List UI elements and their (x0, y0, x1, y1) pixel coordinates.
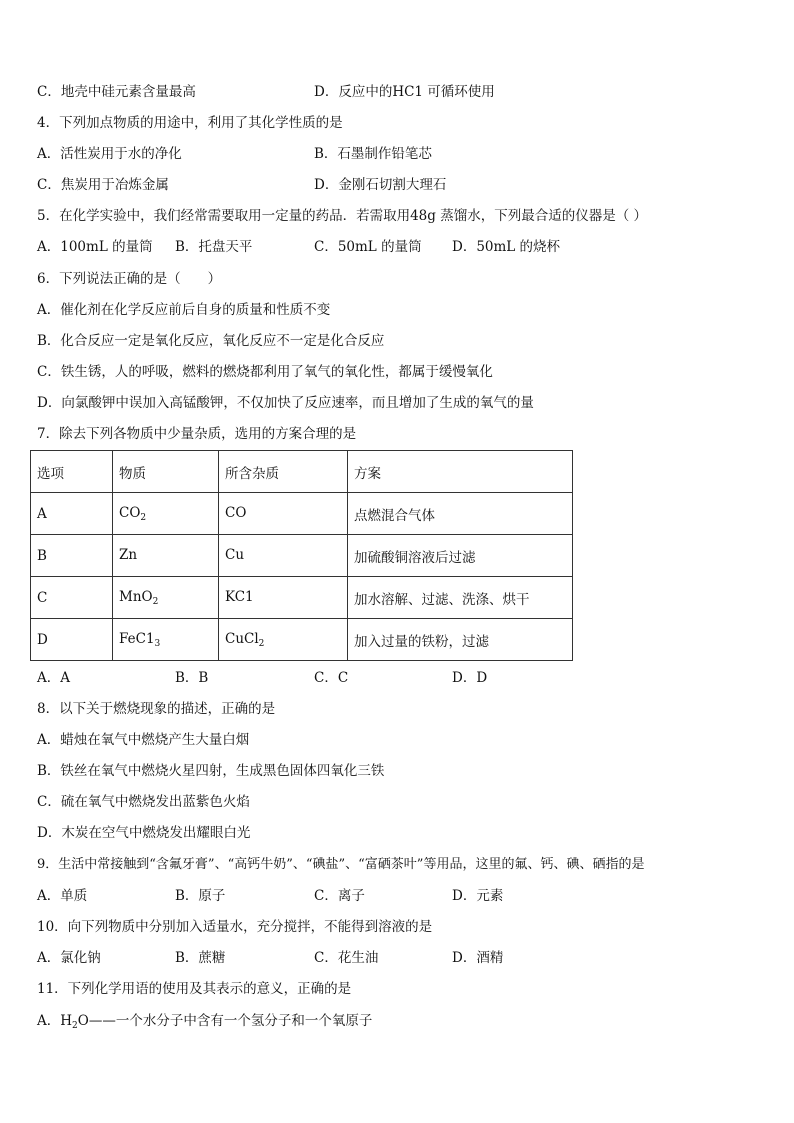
q6-option-b: B．化合反应一定是氧化反应，氧化反应不一定是化合反应 (37, 333, 385, 349)
q4-stem: 4．下列加点物质的用途中，利用了其化学性质的是 (37, 115, 343, 131)
q7-stem: 7．除去下列各物质中少量杂质，选用的方案合理的是 (37, 426, 357, 442)
q8-option-d: D．木炭在空气中燃烧发出耀眼白光 (37, 825, 251, 841)
option-cell: B (31, 535, 113, 577)
q9-stem: 9．生活中常接触到“含氟牙膏”、“高钙牛奶”、“碘盐”、“富硒茶叶”等用品，这里的氟、钙、碘、硒指的是 (37, 857, 645, 872)
q5-option-b: B．托盘天平 (175, 239, 253, 255)
q6-stem: 6．下列说法正确的是（ ） (37, 271, 222, 287)
substance-cell: $CO_2$ (113, 493, 219, 535)
q11-stem: 11．下列化学用语的使用及其表示的意义，正确的是 (37, 981, 352, 997)
plan-cell: 加入过量的铁粉，过滤 (348, 619, 573, 661)
impurity-cell: KC1 (219, 577, 348, 619)
q4-option-d: D．金刚石切割大理石 (314, 177, 447, 193)
q8-option-c: C．硫在氧气中燃烧发出蓝紫色火焰 (37, 794, 250, 810)
q10-option-c: C．花生油 (314, 950, 379, 966)
q7-option-c: C．C (314, 670, 349, 686)
q8-option-a: A．蜡烛在氧气中燃烧产生大量白烟 (37, 732, 250, 748)
q5-option-c: C．50mL 的量筒 (314, 239, 422, 255)
option-cell: D (31, 619, 113, 661)
substance-cell: MnO$_2$ (113, 577, 219, 619)
impurity-cell: Cu (219, 535, 348, 577)
q8-stem: 8．以下关于燃烧现象的描述，正确的是 (37, 701, 276, 717)
q3-option-c: C．地壳中硅元素含量最高 (37, 84, 196, 100)
q9-option-d: D．元素 (452, 888, 504, 904)
plan-cell: 加硫酸铜溶液后过滤 (348, 535, 573, 577)
header-cell: 所含杂质 (219, 451, 348, 493)
plan-cell: 加水溶解、过滤、洗涤、烘干 (348, 577, 573, 619)
q7-option-b: B．B (175, 670, 209, 686)
q11-option-a: A．$H_2O——$一个水分子中含有一个氢分子和一个氧原子 (37, 1013, 373, 1031)
impurity-cell: CuCl$_2$ (219, 619, 348, 661)
table-header-row (31, 451, 573, 493)
q9-option-a: A．单质 (37, 888, 88, 904)
q7-table (30, 450, 573, 661)
table-row (31, 577, 573, 619)
q5-stem: 5．在化学实验中，我们经常需要取用一定量的药品．若需取用48g 蒸馏水，下列最合适的仪器是（ ） (37, 208, 647, 224)
table-row (31, 535, 573, 577)
table-row (31, 493, 573, 535)
impurity-cell: CO (219, 493, 348, 535)
q6-option-c: C．铁生锈，人的呼吸，燃料的燃烧都利用了氧气的氧化性，都属于缓慢氧化 (37, 364, 493, 380)
q6-option-d: D．向氯酸钾中误加入高锰酸钾，不仅加快了反应速率，而且增加了生成的氧气的量 (37, 395, 534, 411)
q5-option-a: A．100mL 的量筒 (37, 239, 153, 255)
q7-option-d: D．D (452, 670, 488, 686)
option-cell: C (31, 577, 113, 619)
option-cell: A (31, 493, 113, 535)
header-cell: 物质 (113, 451, 219, 493)
q4-option-a: A．活性炭用于水的净化 (37, 146, 182, 162)
q10-option-a: A．氯化钠 (37, 950, 101, 966)
q10-option-d: D．酒精 (452, 950, 504, 966)
substance-cell: $FeC1_3$ (113, 619, 219, 661)
q9-option-c: C．离子 (314, 888, 365, 904)
q5-option-d: D．50mL 的烧杯 (452, 239, 561, 255)
q8-option-b: B．铁丝在氧气中燃烧火星四射，生成黑色固体四氧化三铁 (37, 763, 385, 779)
q4-option-b: B．石墨制作铅笔芯 (314, 146, 432, 162)
q10-option-b: B．蔗糖 (175, 950, 226, 966)
q7-option-a: A．A (37, 670, 70, 686)
q6-option-a: A．催化剂在化学反应前后自身的质量和性质不变 (37, 302, 331, 318)
header-cell: 选项 (31, 451, 113, 493)
substance-cell: Zn (113, 535, 219, 577)
q10-stem: 10．向下列物质中分别加入适量水，充分搅拌，不能得到溶液的是 (37, 919, 433, 935)
table-row (31, 619, 573, 661)
plan-cell: 点燃混合气体 (348, 493, 573, 535)
q9-option-b: B．原子 (175, 888, 226, 904)
header-cell: 方案 (348, 451, 573, 493)
q3-option-d: D．反应中的HC1 可循环使用 (314, 84, 495, 100)
q4-option-c: C．焦炭用于冶炼金属 (37, 177, 169, 193)
